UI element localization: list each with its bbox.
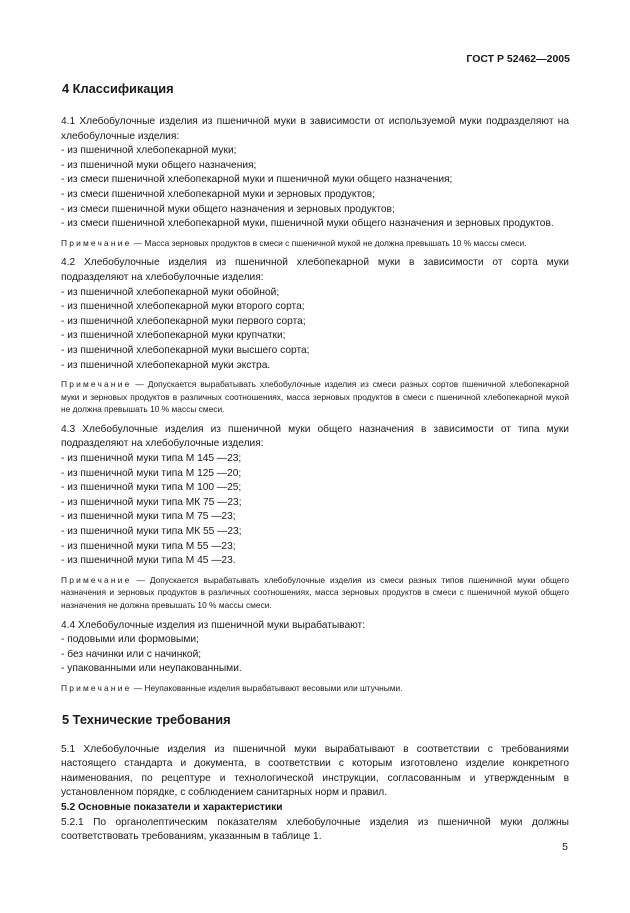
standard-number: ГОСТ Р 52462—2005 <box>466 53 570 65</box>
list-item: - из пшеничной муки типа М 145 —23; <box>61 453 242 465</box>
list-item: - из пшеничной муки типа М 75 —23; <box>61 511 236 523</box>
clause-4-1 <box>61 115 569 249</box>
list-item: - из пшеничной муки типа МК 75 —23; <box>61 496 242 508</box>
section-4-title: 4 Классификация <box>62 81 174 96</box>
list-item: - из пшеничной хлебопекарной муки обойной; <box>61 286 280 298</box>
note <box>61 378 569 416</box>
clause-4-4-intro: 4.4 Хлебобулочные изделия из пшеничной муки вырабатывают: <box>61 619 366 631</box>
list-item: - упакованными или неупакованными. <box>61 663 242 675</box>
list-item: - из пшеничной хлебопекарной муки второго сорта; <box>61 301 305 313</box>
list-item: - подовыми или формовыми; <box>61 634 199 646</box>
list-item: - из пшеничной муки типа МК 55 —23; <box>61 526 242 538</box>
clause-5-2-1: 5.2.1 По органолептическим показателям хлебобулочные изделия из пшеничной муки должны соответствовать требованиям, указанным в таблице 1. <box>61 816 569 843</box>
list-item: - из пшеничной хлебопекарной муки первого сорта; <box>61 315 306 327</box>
clause-4-3-intro: 4.3 Хлебобулочные изделия из пшеничной муки общего назначения в зависимости от типа муки подразделяют на хлебобулочные изделия: <box>61 423 569 450</box>
note <box>61 682 569 695</box>
note-text: — Допускается вырабатывать хлебобулочные изделия из смеси разных сортов пшеничной хлебопекарной муки и зерновых продуктов в различных соотношениях, масса зерновых продуктов в смеси с пшеничной хлебопекарной мукой не должна превышать 10 % массы смеси. <box>61 379 569 415</box>
note-label: Примечание <box>61 574 132 585</box>
list-item: - из смеси пшеничной муки общего назначения и зерновых продуктов; <box>61 203 395 215</box>
list-item: - из пшеничной хлебопекарной муки экстра. <box>61 359 271 371</box>
note-text: — Масса зерновых продуктов в смеси с пшеничной мукой не должна превышать 10 % массы смеси. <box>131 237 527 248</box>
list-item: - из пшеничной муки типа М 45 —23. <box>61 555 236 567</box>
list-item: - из пшеничной муки общего назначения; <box>61 159 257 171</box>
clause-4-4 <box>61 619 569 695</box>
clause-5-2-title: 5.2 Основные показатели и характеристики <box>61 801 283 813</box>
section-5-title: 5 Технические требования <box>62 711 231 727</box>
note <box>61 237 569 250</box>
list-item: - без начинки или с начинкой; <box>61 648 202 660</box>
list-item: - из смеси пшеничной хлебопекарной муки и пшеничной муки общего назначения; <box>61 174 453 186</box>
page-number: 5 <box>562 841 568 853</box>
note-label: Примечание <box>61 682 132 693</box>
list-item: - из смеси пшеничной хлебопекарной муки и зерновых продуктов; <box>61 188 375 200</box>
page-content <box>61 80 569 845</box>
clause-4-3 <box>61 423 569 612</box>
list-item: - из пшеничной хлебопекарной муки; <box>61 145 237 157</box>
list-item: - из пшеничной хлебопекарной муки высшего сорта; <box>61 344 310 356</box>
list-item: - из пшеничной муки типа М 100 —25; <box>61 482 242 494</box>
list-item: - из пшеничной хлебопекарной муки крупчатки; <box>61 330 286 342</box>
note-text: — Допускается вырабатывать хлебобулочные изделия из смеси разных типов пшеничной муки общего назначения и зерновых продуктов в различных соотношениях, масса зерновых продуктов в смеси с пшеничной мукой общего назначения не должна превышать 10 % массы смеси. <box>61 574 569 610</box>
clause-4-2-intro: 4.2 Хлебобулочные изделия из пшеничной хлебопекарной муки в зависимости от сорта муки подразделяют на хлебобулочные изделия: <box>61 257 569 283</box>
clause-5-1: 5.1 Хлебобулочные изделия из пшеничной муки вырабатывают в соответствии с требованиями настоящего стандарта и документа, в соответствии с которым изготовлено изделие конкретного наименования, по рецептуре и технологической инструкции, согласованным и утвержденным в установленном порядке, с соблюдением санитарных норм и правил. <box>61 743 569 799</box>
note-label: Примечание <box>61 237 132 248</box>
list-item: - из смеси пшеничной хлебопекарной муки, пшеничной муки общего назначения и зерновых продуктов. <box>61 218 554 230</box>
list-item: - из пшеничной муки типа М 125 —20; <box>61 467 242 479</box>
note-text: — Неупакованные изделия вырабатывают весовыми или штучными. <box>131 682 403 693</box>
note <box>61 574 569 612</box>
clause-4-2 <box>61 256 569 416</box>
list-item: - из пшеничной муки типа М 55 —23; <box>61 540 236 552</box>
note-label: Примечание <box>61 379 132 390</box>
clause-4-1-intro: 4.1 Хлебобулочные изделия из пшеничной муки в зависимости от используемой муки подразделяют на хлебобулочные изделия: <box>61 116 569 142</box>
